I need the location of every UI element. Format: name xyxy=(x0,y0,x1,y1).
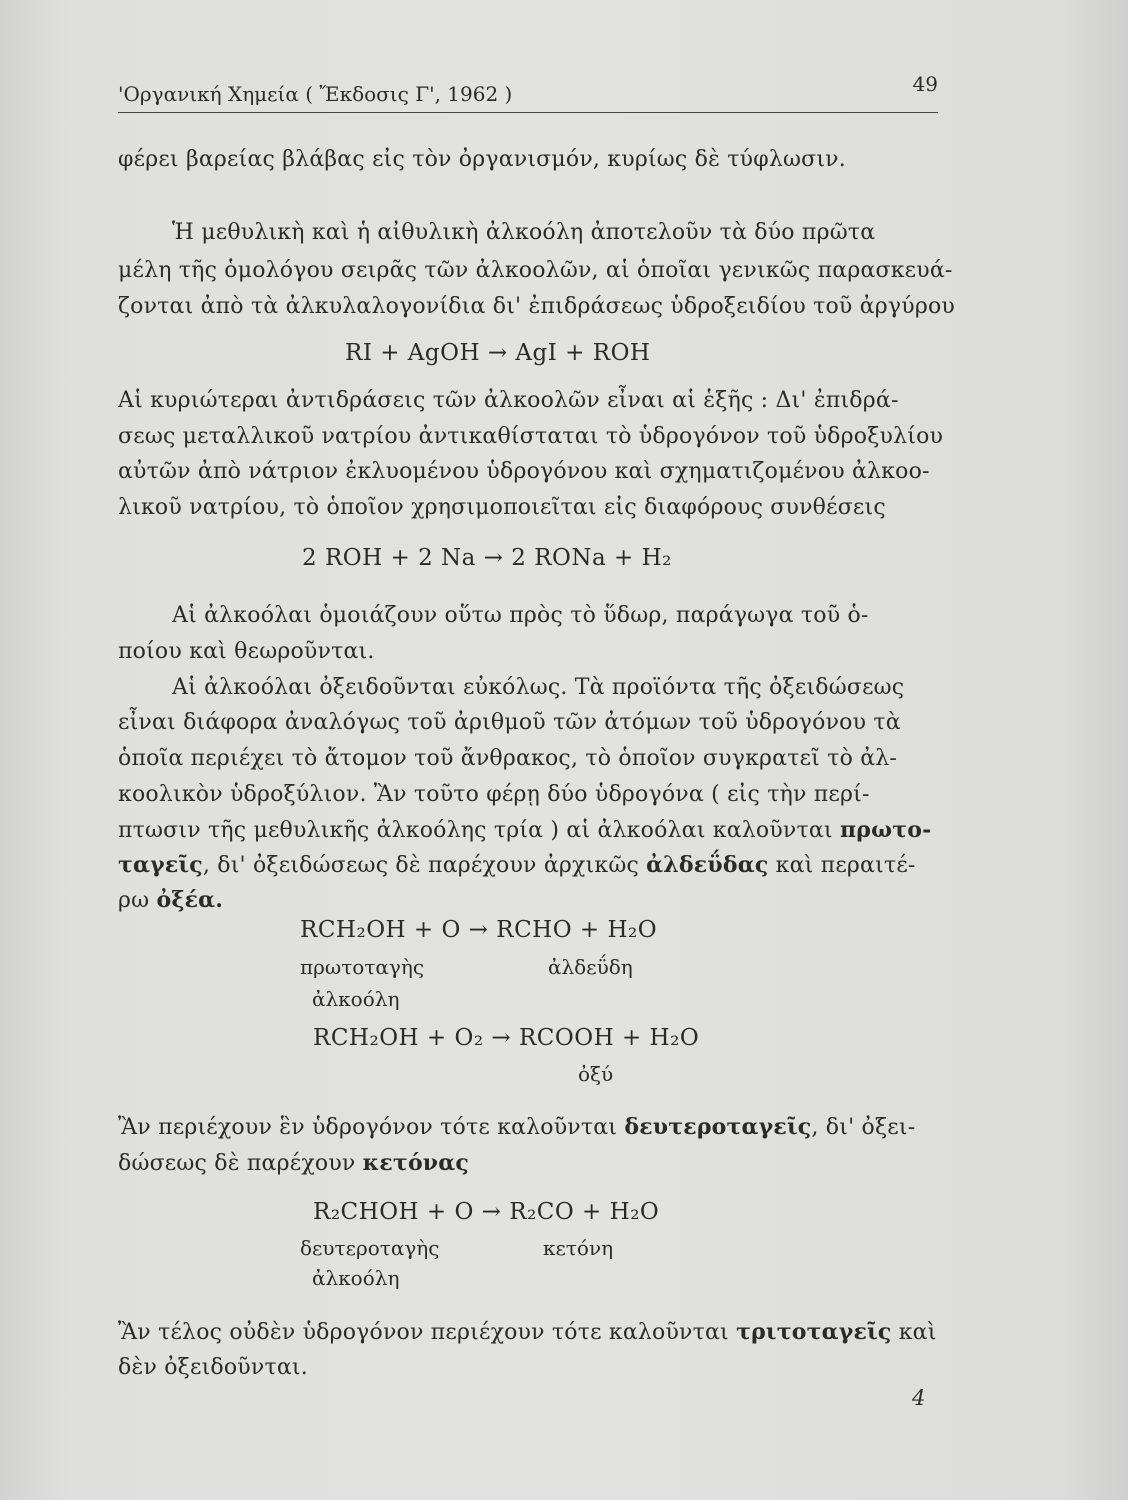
text-run: Ἂν περιέχουν ἓν ὑδρογόνον τότε καλοῦνται xyxy=(118,1115,625,1140)
text-line: εἶναι διάφορα ἀναλόγως τοῦ ἀριθμοῦ τῶν ἀτόμων τοῦ ὑδρογόνου τὰ xyxy=(118,710,901,735)
equation: RCH₂OH + O → RCHO + H₂O xyxy=(300,917,658,943)
text-line xyxy=(118,1313,937,1352)
equation-label: ἀλκοόλη xyxy=(312,987,400,1011)
text-run: πτωσιν τῆς μεθυλικῆς ἀλκοόλης τρία ) αἱ ἀλκοόλαι καλοῦνται xyxy=(118,818,840,843)
term-secondary: δευτεροταγεῖς xyxy=(624,1114,812,1140)
text-line: ποίου καὶ θεωροῦνται. xyxy=(118,639,375,664)
text-line: μέλη τῆς ὁμολόγου σειρᾶς τῶν ἀλκοολῶν, αἱ ὁποῖαι γενικῶς παρασκευά- xyxy=(118,258,953,283)
page-number: 49 xyxy=(912,72,938,96)
text-run: , δι' ὀξειδώσεως δὲ παρέχουν ἀρχικῶς xyxy=(202,853,647,878)
text-line: Αἱ ἀλκοόλαι ὁμοιάζουν οὕτω πρὸς τὸ ὕδωρ, παράγωγα τοῦ ὁ- xyxy=(172,603,869,628)
text-line: λικοῦ νατρίου, τὸ ὁποῖον χρησιμοποιεῖται εἰς διαφόρους συνθέσεις xyxy=(118,495,886,520)
term-acids: ὀξέα. xyxy=(156,887,224,913)
text-line xyxy=(118,846,916,885)
equation: RI + AgOH → AgI + ROH xyxy=(345,340,651,366)
text-line: Αἱ ἀλκοόλαι ὀξειδοῦνται εὐκόλως. Τὰ προϊόντα τῆς ὀξειδώσεως xyxy=(172,675,905,700)
equation: 2 ROH + 2 Na → 2 RONa + H₂ xyxy=(302,545,672,571)
text-line: ὁποῖα περιέχει τὸ ἄτομον τοῦ ἄνθρακος, τὸ ὁποῖον συγκρατεῖ τὸ ἀλ- xyxy=(118,746,898,771)
text-line: σεως μεταλλικοῦ νατρίου ἀντικαθίσταται τὸ ὑδρογόνον τοῦ ὑδροξυλίου xyxy=(118,424,944,449)
header-title: 'Οργανική Χημεία ( Ἔκδοσις Γ', 1962 ) xyxy=(118,82,513,106)
text-line: Αἱ κυριώτεραι ἀντιδράσεις τῶν ἀλκοολῶν εἶναι αἱ ἑξῆς : Δι' ἐπιδρά- xyxy=(118,388,899,413)
text-line: Ἡ μεθυλικὴ καὶ ἡ αἰθυλικὴ ἀλκοόλη ἀποτελοῦν τὰ δύο πρῶτα xyxy=(172,220,876,245)
text-line: φέρει βαρείας βλάβας εἰς τὸν ὀργανισμόν, κυρίως δὲ τύφλωσιν. xyxy=(118,147,846,172)
text-run: ρω xyxy=(118,888,157,913)
equation-label: πρωτοταγὴς xyxy=(300,955,425,979)
term-tertiary: τριτοταγεῖς xyxy=(736,1319,892,1345)
text-run: καὶ περαιτέ- xyxy=(768,853,916,878)
equation-label: ἀλκοόλη xyxy=(312,1266,400,1290)
signature-mark: 4 xyxy=(912,1386,926,1410)
text-line: κοολικὸν ὑδροξύλιον. Ἂν τοῦτο φέρῃ δύο ὑδρογόνα ( εἰς τὴν περί- xyxy=(118,782,870,807)
text-line xyxy=(118,1144,469,1183)
equation: R₂CHOH + O → R₂CO + H₂O xyxy=(313,1199,660,1225)
equation-label: ὀξύ xyxy=(578,1062,614,1086)
text-line: δὲν ὀξειδοῦνται. xyxy=(118,1355,308,1380)
term-primary: ταγεῖς xyxy=(118,852,203,878)
text-line xyxy=(118,881,223,920)
text-line: αὐτῶν ἀπὸ νάτριον ἐκλυομένου ὑδρογόνου καὶ σχηματιζομένου ἀλκοο- xyxy=(118,459,930,484)
text-line xyxy=(118,811,931,850)
text-run: καὶ xyxy=(891,1320,937,1345)
term-primary: πρωτο- xyxy=(839,817,932,843)
equation-label: ἀλδεΰδη xyxy=(548,955,633,979)
text-run: Ἂν τέλος οὐδὲν ὑδρογόνον περιέχουν τότε καλοῦνται xyxy=(118,1320,737,1345)
text-line: ζονται ἀπὸ τὰ ἀλκυλαλογονίδια δι' ἐπιδράσεως ὑδροξειδίου τοῦ ἀργύρου xyxy=(118,294,955,319)
equation-label: δευτεροταγὴς xyxy=(300,1236,440,1260)
text-run: , δι' ὀξει- xyxy=(811,1115,916,1140)
term-aldehydes: ἀλδεΰδας xyxy=(646,852,769,878)
term-ketones: κετόνας xyxy=(362,1150,470,1176)
running-header xyxy=(118,72,938,113)
equation-label: κετόνη xyxy=(543,1236,614,1260)
text-line xyxy=(118,1108,915,1147)
equation: RCH₂OH + O₂ → RCOOH + H₂O xyxy=(313,1025,700,1051)
text-run: δώσεως δὲ παρέχουν xyxy=(118,1151,363,1176)
